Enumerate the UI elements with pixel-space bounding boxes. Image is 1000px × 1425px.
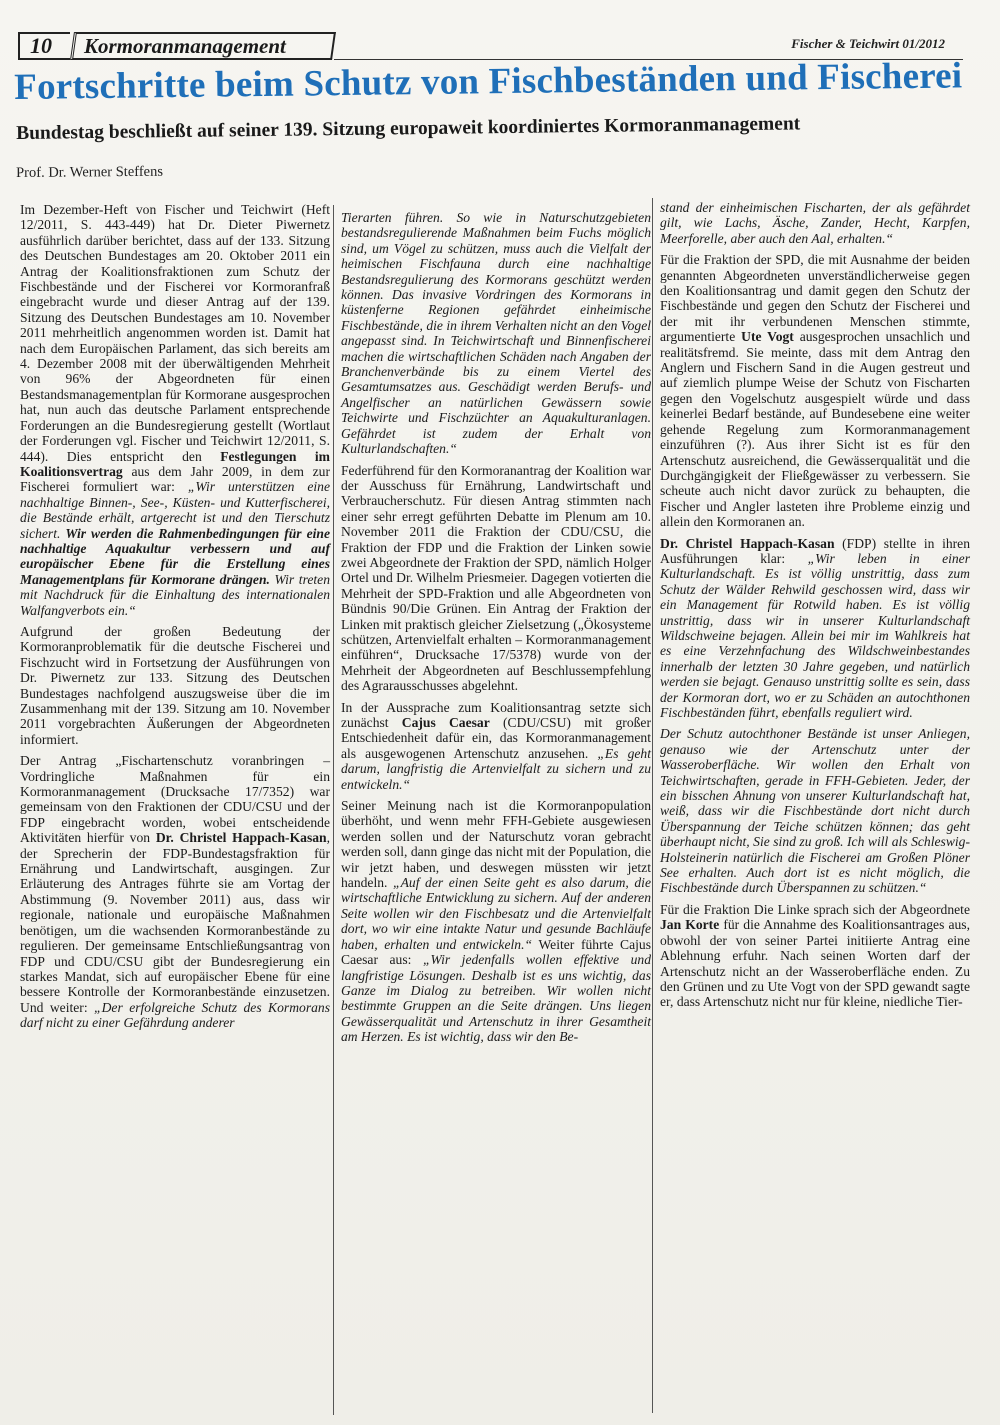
bold-quote-text: Wir werden die Rahmenbedingungen für eine nachhaltige Aquakultur verbessern und auf europäischer Ebene für die Erstellung eines Managementplans für Kormorane drängen. <box>20 525 330 587</box>
text-run: (FDP) stellte in ihren Ausführungen klar: <box>660 535 971 566</box>
paragraph: Federführend für den Kormoranantrag der Koalition war der Ausschuss für Ernährung, Landwirtschaft und Verbraucherschutz. Für diesen Antrag stimmten nach einer sehr erregt geführten Debatte im Plenum am 10. November 2011 die Fraktion der CDU/CSU, die Fraktion der FDP und die Fraktion der Linken sowie zwei Abgeordnete der Fraktion der SPD, nämlich Holger Ortel und Dr. Wilhelm Priesmeier. Dagegen votierten die Mehrheit der SPD-Fraktion und alle Abgeordneten von Bündnis 90/Die Grünen. Ein Antrag der Fraktion der Linken mit praktisch gleicher Zielsetzung („Ökosysteme schützen, Artenvielfalt erhalten – Kormoranmanagement einführen“, Drucksache 17/5378) wurde von der Mehrheit der Abgeordneten auf Beschlussempfehlung des Agrarausschusses abgelehnt. <box>341 462 651 694</box>
quote-text: Der Schutz autochthoner Bestände ist unser Anliegen, genauso wie der Artenschutz unter der Wasseroberfläche. Wir wollen den Erhalt von Teichwirtschaften, gerade in FFH-Gebieten. Jeder, der ein bisschen Ahnung von unserer Kulturlandschaft hat, weiß, dass wir die Fischbestände dort nicht durch Überspannung der Teiche schützen können; das geht überhaupt nicht, Sie sind zu groß. Ich will als Schleswig-Holsteinerin natürlich die Fischerei am Großen Plöner See erhalten. Auch dort ist es nicht möglich, die Fischbestände durch Überspannen zu schützen.“ <box>660 726 970 896</box>
paragraph <box>660 536 970 721</box>
quote-text: „Wir jedenfalls wollen effektive und langfristige Lösungen. Deshalb ist es uns wichtig, das Ganze im Dialog zu betreiben. Wir wollen nicht bestimmte Gruppen an die Seite drängen. Uns liegen Gewässerqualität und Artenschutz in ihrer Gesamtheit am Herzen. Es ist wichtig, dass wir den Be- <box>341 952 651 1045</box>
article-title: Fortschritte beim Schutz von Fischbeständen und Fischerei <box>14 55 963 108</box>
column-divider <box>652 198 653 1413</box>
quote-text: „Auf der einen Seite geht es also darum, die wirtschaftliche Entwicklung zu sichern. Auf der anderen Seite wollen wir den Fischbesatz und die Artenvielfalt dort, wo wir eine intakte Natur und gesunde Bachläufe haben, erhalten und entwickeln.“ <box>341 875 651 952</box>
text-column-3 <box>660 200 970 1016</box>
bold-text: Festlegungen im Koalitionsvertrag <box>20 448 330 479</box>
bold-text: Ute Vogt <box>741 329 794 345</box>
paragraph <box>341 210 651 457</box>
column-divider <box>333 205 334 1415</box>
page-number: 10 <box>18 32 70 60</box>
quote-text: stand der einheimischen Fischarten, der als gefährdet gilt, wie Lachs, Äsche, Zander, Hecht, Karpfen, Meerforelle, aber auch den Aal, erhalten.“ <box>660 200 970 246</box>
text-run: aus dem Jahr 2009, in dem zur Fischerei formuliert war: <box>20 463 330 495</box>
article-author: Prof. Dr. Werner Steffens <box>16 163 164 181</box>
text-run: In der Aussprache zum Koalitionsantrag setzte sich zunächst <box>341 699 651 730</box>
text-run: Seiner Meinung nach ist die Kormoranpopulation überhöht, und wenn mehr FFH-Gebiete ausgewiesen werden sollen und der Naturschutz voran gebracht werden soll, dann ginge das nicht mit der Population, die wir jetzt haben, und deswegen müssten wir jetzt handeln. <box>341 798 651 891</box>
text-column-2 <box>341 210 651 1051</box>
text-run: (CDU/CSU) mit großer Entschiedenheit dafür ein, das Kormoranmanagement als ausgewogenen Artenschutz anzusehen. <box>341 715 651 761</box>
quote-text: „Wir leben in einer Kulturlandschaft. Es ist völlig unstrittig, dass zum Schutz der Wälder Rehwild geschossen wird, dass wir ein Management für Rotwild haben. Es ist völlig unstrittig, dass wir in unserer Kulturlandschaft Wildschweine bejagen. Allein bei mir im Wahlkreis hat es eine Verzehnfachung des Wildschweinbestandes innerhalb der letzten 30 Jahre gegeben, und natürlich werden sie bejagt. Genauso unstrittig sollte es sein, dass der Kormoran dort, wo er zu Schäden an autochthonen Fischbeständen führt, ebenfalls reguliert wird. <box>660 550 970 720</box>
paragraph <box>20 202 330 618</box>
text-run: ausgesprochen unsachlich und realitätsfremd. Sie meinte, dass mit dem Antrag den Anglern und Fischern Sand in die Augen gestreut und auf ziemlich plumpe Weise der Schutz von Fischarten gegen den Vogelschutz ausgespielt würde und dass keinerlei Bedarf bestände, auf Bundesebene eine weiter gehende Regelung zum Kormoranmanagement einzuführen (?). Aus ihrer Sicht ist es für den Artenschutz ausreichend, die Gewässerqualität und die Durchgängigkeit der Fließgewässer zu verbessern. Sie scheute auch nicht davor zurück zu behaupten, die Fischer und Angler lasteten ihre Probleme einzig und allein den Kormoranen an. <box>660 329 970 530</box>
bold-text: Dr. Christel Happach-Kasan <box>660 535 835 551</box>
bold-text: Jan Korte <box>660 917 720 933</box>
quote-text: „Wir unterstützen eine nachhaltige Binnen-, See-, Küsten- und Kutterfischerei, die Bestände erhält, artgerecht ist und den Tierschutz sichert. <box>20 479 330 541</box>
text-run: für die Annahme des Koalitionsantrages aus, obwohl der von seiner Partei initiierte Antrag eine Ablehnung erfuhr. Nach seinen Worten darf der Artenschutz nicht an der Wasseroberfläche enden. Zu den Grünen und zu Ute Vogt von der SPD gewandt sagte er, dass Artenschutz nicht nur für kleine, niedliche Tier- <box>660 917 970 1010</box>
text-run: , der Sprecherin der FDP-Bundestagsfraktion für Ernährung und Landwirtschaft, ausgingen. Zur Erläuterung des Antrages führte sie am Vortag der Abstimmung (9. November 2011) aus, dass wir regionale, nationale und europäische Maßnahmen benötigen, um die wachsenden Kormoranbestände zu regulieren. Der gemeinsame Entschließungsantrag von FDP und CDU/CSU gibt der Bundesregierung ein starkes Mandat, sich auf europäischer Ebene für eine bessere Kontrolle der Kormoranbestände einzusetzen. Und weiter: <box>20 830 330 1015</box>
paragraph <box>660 252 970 529</box>
bold-text: Dr. Christel Happach-Kasan <box>155 830 327 846</box>
text-run: Weiter führte Cajus Caesar aus: <box>341 936 652 968</box>
journal-issue: Fischer & Teichwirt 01/2012 <box>791 36 945 51</box>
paragraph <box>341 798 651 1045</box>
text-run: Der Antrag „Fischartenschutz voranbringen – Vordringliche Maßnahmen für ein Kormoranmanagement (Drucksache 17/7352) war gemeinsam von den Fraktionen der CDU/CSU und der FDP eingebracht worden, wobei entscheidende Aktivitäten hierfür von <box>20 753 330 846</box>
section-title: Kormoranmanagement <box>84 34 286 58</box>
bold-text: Cajus Caesar <box>401 715 490 730</box>
paragraph <box>20 753 330 1030</box>
quote-text: „Es geht darum, langfristig die Artenvielfalt zu sichern und zu entwickeln.“ <box>341 745 651 792</box>
text-run: Für die Fraktion Die Linke sprach sich der Abgeordnete <box>660 901 970 917</box>
quote-text: Tierarten führen. So wie in Naturschutzgebieten bestandsregulierende Maßnahmen beim Fuchs möglich sind, um Vögel zu schützen, muss auch die Vielfalt der heimischen Fischfauna durch eine nachhaltige Bestandsregulierung des Kormorans geschützt werden können. Das invasive Vordringen des Kormorans in küstenferne Regionen gefährdet einheimische Fischbestände, die in ihrem Verhalten nicht an den Vogel angepasst sind. In Teichwirtschaft und Binnenfischerei machen die wirtschaftlichen Schäden nach Angaben der Branchenverbände bis zu einem Viertel des Gesamtumsatzes aus. Geschädigt werden Berufs- und Angelfischer an natürlichen Gewässern sowie Teichwirte und Fischzüchter an Aquakulturanlagen. Gefährdet ist zudem der Erhalt von Kulturlandschaften.“ <box>341 210 651 457</box>
text-run: Für die Fraktion der SPD, die mit Ausnahme der beiden genannten Abgeordneten unverständlicherweise gegen den Koalitionsantrag und damit gegen den Schutz der Fischbestände und gegen den Schutz der Fischerei und der mit ihr verbundenen Menschen stimmte, argumentierte <box>660 252 970 345</box>
paragraph <box>660 200 970 246</box>
article-subtitle: Bundestag beschließt auf seiner 139. Sitzung europaweit koordiniertes Kormoranmanagement <box>16 113 801 144</box>
paragraph <box>660 726 970 895</box>
paragraph: Aufgrund der großen Bedeutung der Kormoranproblematik für die deutsche Fischerei und Fischzucht wird in Fortsetzung der Ausführungen von Dr. Piwernetz zur 133. Sitzung des Deutschen Bundestages nachfolgend auszugsweise über die im Zusammenhang mit der 139. Sitzung am 10. November 2011 vorgebrachten Äußerungen der Abgeordneten informiert. <box>20 623 330 747</box>
paragraph <box>341 700 651 792</box>
text-run: Im Dezember-Heft von Fischer und Teichwirt (Heft 12/2011, S. 443-449) hat Dr. Dieter Piwernetz ausführlich darüber berichtet, dass auf der 133. Sitzung des Deutschen Bundestages am 20. Oktober 2011 ein Antrag der Koalitionsfraktionen zum Schutz der Fischbestände und der Fischerei vor Kormoranfraß eingebracht wurde und dieser Antrag auf der 139. Sitzung des Deutschen Bundestages am 10. November 2011 mehrheitlich angenommen worden ist. Damit hat nach dem Europäischen Parlament, das sich bereits am 4. Dezember 2008 mit der überwältigenden Mehrheit von 96% der Abgeordneten für einen Bestandsmanagementplan für Kormorane ausgesprochen hat, nun auch das deutsche Parlament entsprechende Forderungen an die Bundesregierung gestellt (Wortlaut der Forderungen vgl. Fischer und Teichwirt 12/2011, S. 444). Dies entspricht den <box>20 202 330 464</box>
quote-text: Wir treten mit Nachdruck für die Einhaltung des internationalen Walfangverbots ein.“ <box>20 571 330 618</box>
quote-text: „Der erfolgreiche Schutz des Kormorans darf nicht zu einer Gefährdung anderer <box>20 999 330 1031</box>
text-column-1 <box>20 202 330 1037</box>
paragraph <box>660 902 970 1010</box>
